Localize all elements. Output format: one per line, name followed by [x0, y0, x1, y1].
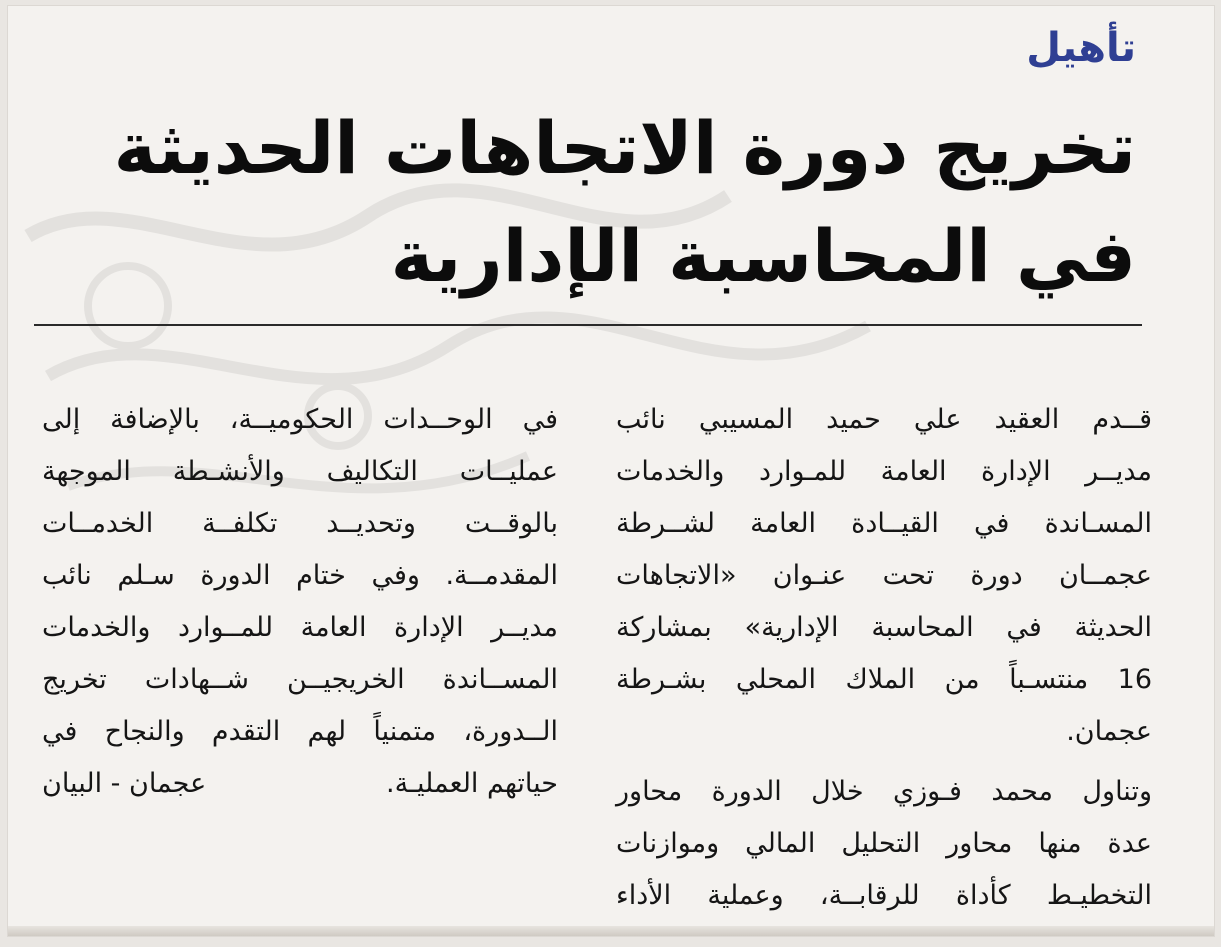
- section-label: تأهيل: [1026, 25, 1136, 71]
- byline: عجمان - البيان: [42, 768, 207, 799]
- column-line: مديــر الإدارة العامة للمـوارد والخدمات: [616, 456, 1152, 487]
- column-line: عمليــات التكاليف والأنشـطة الموجهة: [42, 456, 558, 487]
- paper-bottom-edge: [8, 926, 1214, 936]
- column-line: عدة منها محاور التحليل المالي وموازنات: [616, 828, 1152, 859]
- column-line: مديــر الإدارة العامة للمــوارد والخدمات: [42, 612, 558, 643]
- article-column-right: [616, 394, 1152, 922]
- headline-line-1: تخريج دورة الاتجاهات الحديثة: [113, 106, 1136, 190]
- column-line: حياتهم العمليـة.: [386, 768, 558, 799]
- column-line: التخطيـط كأداة للرقابــة، وعملية الأداء: [616, 880, 1152, 911]
- closing-line: [42, 758, 558, 810]
- column-line: المسـاندة في القيــادة العامة لشــرطة: [616, 508, 1152, 539]
- article-column-left: [42, 394, 558, 810]
- newspaper-clipping: [8, 6, 1214, 936]
- column-line: الــدورة، متمنياً لهم التقدم والنجاح في: [42, 716, 558, 747]
- column-line: عجمان.: [1066, 716, 1152, 747]
- paragraph-gap: [616, 758, 1152, 766]
- column-line: بالوقــت وتحديــد تكلفــة الخدمــات: [42, 508, 558, 539]
- column-line: في الوحــدات الحكوميــة، بالإضافة إلى: [42, 404, 558, 435]
- column-line: وتناول محمد فـوزي خلال الدورة محاور: [616, 776, 1152, 807]
- column-line: الحديثة في المحاسبة الإدارية» بمشاركة: [616, 612, 1152, 643]
- column-line: عجمــان دورة تحت عنـوان «الاتجاهات: [616, 560, 1152, 591]
- column-line: 16 منتسـباً من الملاك المحلي بشـرطة: [616, 664, 1152, 695]
- headline: [113, 94, 1136, 310]
- column-line: قــدم العقيد علي حميد المسيبي نائب: [616, 404, 1152, 435]
- headline-line-2: في المحاسبة الإدارية: [390, 214, 1136, 298]
- headline-divider: [34, 324, 1142, 326]
- column-line: المقدمــة. وفي ختام الدورة سـلم نائب: [42, 560, 558, 591]
- column-line: المســاندة الخريجيــن شــهادات تخريج: [42, 664, 558, 695]
